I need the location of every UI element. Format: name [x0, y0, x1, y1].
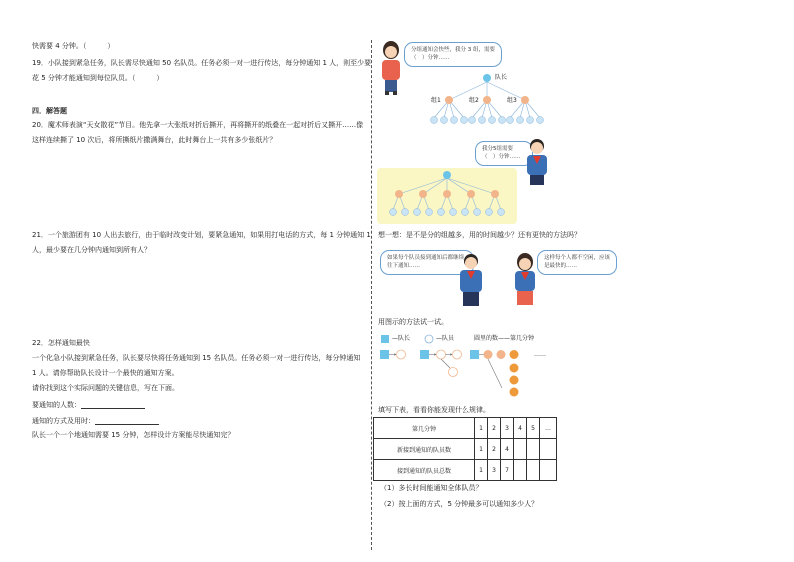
- answer-cell[interactable]: [540, 439, 557, 460]
- q22-line2: 1 人。请你帮助队长设计一个最快的通知方案。: [32, 369, 179, 377]
- sub-question-1: （1）多长时间能通知全体队员？: [380, 484, 483, 492]
- member-circle-icon: [424, 334, 434, 344]
- table-row: [374, 439, 557, 460]
- boy-illustration: [522, 138, 552, 186]
- tree-group-label-3: 组3: [507, 97, 517, 104]
- leader-square-icon: [380, 334, 390, 344]
- answer-cell[interactable]: [540, 460, 557, 481]
- boy-thinking-illustration: [454, 253, 488, 309]
- table-cell: 1: [475, 460, 488, 481]
- speech-bubble-2: 我分5组需要（ ）分钟……: [475, 141, 533, 166]
- table-cell: …: [540, 418, 557, 439]
- leader-node: [483, 74, 491, 82]
- table-cell: 3: [501, 418, 514, 439]
- q22-line3: 请你找到这个实际问题的关键信息，写在下面。: [32, 384, 179, 392]
- answer-cell[interactable]: [527, 460, 540, 481]
- q22-last: 队长一个一个地通知需要 15 分钟，怎样设计方案能尽快通知完？: [32, 431, 235, 439]
- table-cell: 新接到通知的队员数: [374, 439, 475, 460]
- table-row: [374, 460, 557, 481]
- q18-tail: 快需要 4 分钟。（ ）: [32, 42, 115, 50]
- notification-diagram: [378, 346, 528, 400]
- try-label: 用图示的方法试一试。: [378, 318, 448, 326]
- tree-root-label: 队长: [495, 74, 508, 81]
- tree-diagram-five-groups: [377, 168, 517, 224]
- table-cell: 4: [501, 439, 514, 460]
- q22-blank2: 通知的方式及用时：: [32, 417, 159, 425]
- table-cell: 接到通知的队员总数: [374, 460, 475, 481]
- tree-group-label-2: 组2: [469, 97, 479, 104]
- q20-line2: 这样连续撕了 10 次后，将所撕纸片撒满舞台，此时舞台上一共有多少张纸片？: [32, 136, 277, 144]
- tree-diagram-groups: [424, 72, 550, 128]
- legend-number: 圆里的数——第几分钟: [474, 335, 535, 342]
- legend-member: —队员: [436, 335, 455, 342]
- girl-illustration: [376, 40, 406, 96]
- q21-line2: 人，最少要在几分钟内通知到所有人？: [32, 246, 151, 254]
- table-row: [374, 418, 557, 439]
- table-cell: 7: [501, 460, 514, 481]
- speech-bubble-4: 这样每个人都不空闲，应该是最快的……: [537, 250, 617, 275]
- table-cell: 2: [488, 439, 501, 460]
- q22-line1: 一个化急小队接到紧急任务，队长要尽快将任务通知到 15 名队员。任务必须一对一进行传达，每分钟通知: [32, 354, 361, 362]
- pattern-table: [373, 417, 557, 481]
- q22-blank1: 要通知的人数：: [32, 401, 145, 409]
- answer-cell[interactable]: [527, 439, 540, 460]
- diagram-ellipsis: ……: [534, 351, 546, 358]
- sub-question-2: （2）按上面的方式，5 分钟最多可以通知多少人？: [380, 500, 539, 508]
- table-cell: 2: [488, 418, 501, 439]
- think-question: 想一想：是不是分的组越多，用的时间越少？还有更快的方法吗？: [378, 231, 581, 239]
- table-cell: 1: [475, 418, 488, 439]
- q19-line2: 花 5 分钟才能通知到每位队员。（ ）: [32, 74, 164, 82]
- fill-label: 填写下表，看看你能发现什么规律。: [378, 406, 490, 414]
- legend-leader: —队长: [392, 335, 411, 342]
- speech-bubble-1: 分组通知会快些，我分 3 组，需要（ ）分钟……: [404, 42, 502, 67]
- table-cell: 5: [527, 418, 540, 439]
- tree-group-label-1: 组1: [431, 97, 441, 104]
- table-cell: 第几分钟: [374, 418, 475, 439]
- answer-cell[interactable]: [514, 439, 527, 460]
- q20-line1: 20．魔术师表演“天女散花”节目。他先拿一大张纸对折后撕开，再将撕开的纸叠在一起对折后又撕开……像: [32, 121, 364, 129]
- fold-line: [371, 40, 372, 550]
- table-cell: 3: [488, 460, 501, 481]
- table-cell: 4: [514, 418, 527, 439]
- q19-line1: 19．小队接到紧急任务，队长需尽快通知 50 名队员。任务必须一对一进行传达，每分钟通知 1 人，则至少要: [32, 59, 372, 67]
- q21-line1: 21．一个旅游团有 10 人出去旅行，由于临时改变计划，要紧急通知，如果用打电话的方式，每 1 分钟通知 1: [32, 231, 371, 239]
- table-cell: 1: [475, 439, 488, 460]
- answer-cell[interactable]: [514, 460, 527, 481]
- speech-bubble-3: 如果每个队员接到通知后都继续往下通知……: [380, 250, 474, 275]
- answer-blank[interactable]: [95, 417, 159, 425]
- section-title: 四．解答题: [32, 107, 67, 115]
- q22-title: 22．怎样通知最快: [32, 339, 90, 347]
- answer-blank[interactable]: [81, 401, 145, 409]
